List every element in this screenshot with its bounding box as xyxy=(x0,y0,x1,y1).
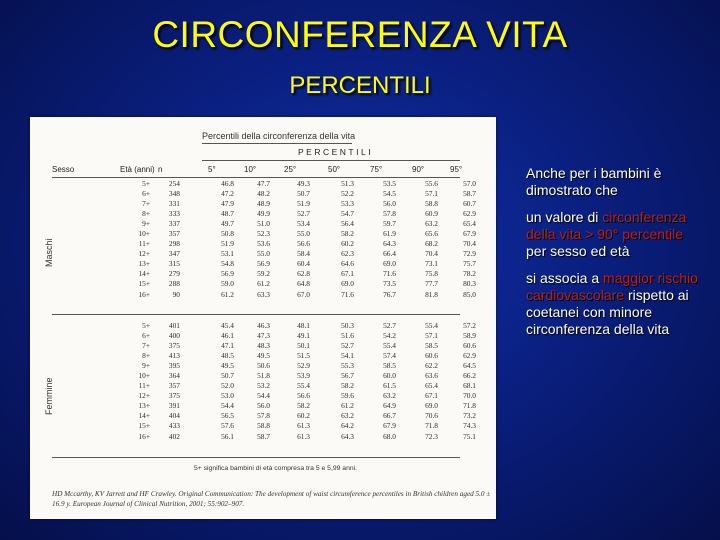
table-cell: 51.6 xyxy=(341,331,354,341)
table-cell: 66.2 xyxy=(463,371,476,381)
table-cell: 58.7 xyxy=(463,189,476,199)
table-cell: 401 xyxy=(168,321,180,330)
table-cell: 10+ xyxy=(138,371,150,381)
table-cell: 64.2 xyxy=(341,421,354,431)
table-cell: 52.9 xyxy=(297,361,310,371)
table-cell: 60.4 xyxy=(297,259,310,269)
table-cell: 75.7 xyxy=(463,259,476,269)
table-cell: 55.4 xyxy=(425,321,438,330)
table-cell: 400 xyxy=(168,331,180,341)
group-label-maschi: Maschi xyxy=(44,238,54,267)
table-cell: 57.4 xyxy=(383,351,396,361)
side-text xyxy=(526,165,704,348)
column-header: 90° xyxy=(412,165,425,174)
maschi-block xyxy=(30,179,496,303)
slide-title: CIRCONFERENZA VITA xyxy=(152,14,568,55)
table-cell: 75.1 xyxy=(463,431,476,441)
table-column xyxy=(244,179,270,300)
table-cell: 50.8 xyxy=(221,229,234,239)
table-cell: 56.5 xyxy=(221,411,234,421)
table-cell: 61.3 xyxy=(297,421,310,431)
column-header: Età (anni) xyxy=(120,165,155,174)
table-cell: 65.4 xyxy=(463,219,476,229)
p2-suffix: per sesso ed età xyxy=(526,243,630,259)
table-cell: 71.8 xyxy=(425,421,438,431)
table-cell: 8+ xyxy=(142,351,150,361)
table-cell: 50.7 xyxy=(297,189,310,199)
percentili-header: PERCENTILI xyxy=(298,147,374,157)
table-cell: 6+ xyxy=(142,189,150,199)
table-cell: 64.9 xyxy=(383,401,396,411)
table-cell: 61.9 xyxy=(383,229,396,239)
table-cell: 55.6 xyxy=(425,179,438,188)
table-cell: 73.5 xyxy=(383,279,396,289)
table-cell: 254 xyxy=(168,179,180,188)
side-paragraph-3 xyxy=(526,270,704,338)
table-column xyxy=(450,179,476,300)
p3-suffix: rispetto ai coetanei con minore circonferenza della vita xyxy=(526,287,689,337)
table-cell: 59.6 xyxy=(341,391,354,401)
table-cell: 54.4 xyxy=(257,391,270,401)
table-cell: 54.1 xyxy=(341,351,354,361)
table-cell: 56.6 xyxy=(297,239,310,249)
table-cell: 85.0 xyxy=(463,289,476,299)
group-label-femmine: Femmine xyxy=(44,377,54,415)
table-cell: 81.8 xyxy=(425,289,438,299)
table-cell: 50.6 xyxy=(257,361,270,371)
side-paragraph-2 xyxy=(526,209,704,260)
table-cell: 56.0 xyxy=(383,199,396,209)
table-column xyxy=(370,179,396,300)
table-cell: 58.2 xyxy=(341,381,354,391)
table-cell: 78.2 xyxy=(463,269,476,279)
table-cell: 14+ xyxy=(138,411,150,421)
percentili-rule-top xyxy=(202,160,460,161)
table-cell: 413 xyxy=(168,351,180,361)
table-cell: 59.7 xyxy=(383,219,396,229)
table-column xyxy=(284,321,310,442)
table-cell: 66.4 xyxy=(383,249,396,259)
column-header: 10° xyxy=(244,165,257,174)
table-cell: 47.3 xyxy=(257,331,270,341)
table-cell: 58.2 xyxy=(341,229,354,239)
table-cell: 47.9 xyxy=(221,199,234,209)
column-header: n xyxy=(158,165,163,174)
table-cell: 55.0 xyxy=(297,229,310,239)
table-column xyxy=(208,179,234,300)
table-cell: 67.9 xyxy=(383,421,396,431)
table-cell: 15+ xyxy=(138,279,150,289)
table-cell: 60.6 xyxy=(425,351,438,361)
table-cell: 59.0 xyxy=(221,279,234,289)
table-cell: 53.4 xyxy=(297,219,310,229)
table-title: Percentili della circonferenza della vita xyxy=(202,131,356,141)
table-cell: 74.3 xyxy=(463,421,476,431)
table-cell: 45.4 xyxy=(221,321,234,330)
table-cell: 57.8 xyxy=(257,411,270,421)
table-cell: 90 xyxy=(172,289,180,299)
table-cell: 48.9 xyxy=(257,199,270,209)
table-cell: 71.6 xyxy=(341,289,354,299)
table-cell: 57.6 xyxy=(221,421,234,431)
table-cell: 55.0 xyxy=(257,249,270,259)
table-cell: 70.4 xyxy=(463,239,476,249)
table-cell: 60.2 xyxy=(297,411,310,421)
table-cell: 54.4 xyxy=(221,401,234,411)
table-cell: 57.1 xyxy=(425,189,438,199)
table-cell: 375 xyxy=(168,341,180,351)
table-cell: 9+ xyxy=(142,361,150,371)
table-column xyxy=(328,179,354,300)
table-cell: 16+ xyxy=(138,289,150,299)
table-cell: 70.0 xyxy=(463,391,476,401)
table-column xyxy=(120,321,150,442)
table-cell: 46.1 xyxy=(221,331,234,341)
table-cell: 63.2 xyxy=(425,219,438,229)
table-cell: 58.4 xyxy=(297,249,310,259)
table-cell: 11+ xyxy=(138,239,150,249)
table-cell: 72.3 xyxy=(425,431,438,441)
table-cell: 53.6 xyxy=(257,239,270,249)
table-cell: 333 xyxy=(168,209,180,219)
table-cell: 52.3 xyxy=(257,229,270,239)
table-cell: 56.9 xyxy=(257,259,270,269)
table-cell: 56.6 xyxy=(297,391,310,401)
table-column xyxy=(412,321,438,442)
table-column xyxy=(450,321,476,442)
table-column xyxy=(244,321,270,442)
table-cell: 375 xyxy=(168,391,180,401)
table-cell: 56.9 xyxy=(221,269,234,279)
table-cell: 65.6 xyxy=(425,229,438,239)
table-cell: 58.5 xyxy=(425,341,438,351)
table-cell: 51.0 xyxy=(257,219,270,229)
group-divider xyxy=(52,314,460,315)
table-cell: 67.9 xyxy=(463,229,476,239)
table-cell: 13+ xyxy=(138,401,150,411)
table-cell: 60.2 xyxy=(341,239,354,249)
table-cell: 50.3 xyxy=(341,321,354,330)
p3-highlight: maggior rischio cardiovascolare xyxy=(526,270,698,303)
table-cell: 315 xyxy=(168,259,180,269)
table-column xyxy=(158,179,180,300)
table-cell: 357 xyxy=(168,229,180,239)
table-cell: 75.8 xyxy=(425,269,438,279)
table-cell: 68.2 xyxy=(425,239,438,249)
table-cell: 64.3 xyxy=(341,431,354,441)
table-cell: 433 xyxy=(168,421,180,431)
table-cell: 63.3 xyxy=(257,289,270,299)
table-cell: 49.1 xyxy=(297,331,310,341)
table-cell: 8+ xyxy=(142,209,150,219)
table-cell: 58.2 xyxy=(297,401,310,411)
table-cell: 348 xyxy=(168,189,180,199)
column-header: Sesso xyxy=(52,165,75,174)
table-cell: 72.9 xyxy=(463,249,476,259)
table-cell: 52.2 xyxy=(341,189,354,199)
table-cell: 53.0 xyxy=(221,391,234,401)
table-cell: 395 xyxy=(168,361,180,371)
table-cell: 53.9 xyxy=(297,371,310,381)
table-cell: 331 xyxy=(168,199,180,209)
table-cell: 47.7 xyxy=(257,179,270,188)
table-cell: 54.5 xyxy=(383,189,396,199)
table-cell: 16+ xyxy=(138,431,150,441)
table-cell: 69.0 xyxy=(425,401,438,411)
table-cell: 61.3 xyxy=(297,431,310,441)
table-cell: 5+ xyxy=(142,321,150,330)
table-cell: 62.3 xyxy=(341,249,354,259)
table-cell: 48.2 xyxy=(257,189,270,199)
table-cell: 56.7 xyxy=(341,371,354,381)
table-cell: 67.1 xyxy=(341,269,354,279)
table-cell: 404 xyxy=(168,411,180,421)
table-cell: 60.7 xyxy=(463,199,476,209)
table-cell: 58.7 xyxy=(257,431,270,441)
table-cell: 57.0 xyxy=(463,179,476,188)
table-column xyxy=(158,321,180,442)
table-cell: 57.8 xyxy=(383,209,396,219)
table-cell: 54.7 xyxy=(341,209,354,219)
table-cell: 7+ xyxy=(142,199,150,209)
table-cell: 12+ xyxy=(138,391,150,401)
table-cell: 7+ xyxy=(142,341,150,351)
table-cell: 298 xyxy=(168,239,180,249)
table-cell: 53.2 xyxy=(257,381,270,391)
table-cell: 53.3 xyxy=(341,199,354,209)
table-cell: 56.0 xyxy=(257,401,270,411)
table-cell: 70.4 xyxy=(425,249,438,259)
citation: HD Mccarthy, KV Jarrett and HF Crawley. Original Communication: The development of waist circumference percentiles in British children aged 5.0 ± 16.9 y. European Journal of Clinical Nutrition, 2001; 55:902–907. xyxy=(52,490,491,508)
table-cell: 57.2 xyxy=(463,321,476,330)
table-cell: 50.1 xyxy=(297,341,310,351)
table-cell: 63.6 xyxy=(425,371,438,381)
p3-prefix: si associa a xyxy=(526,270,600,286)
table-cell: 48.5 xyxy=(221,351,234,361)
table-column xyxy=(328,321,354,442)
table-cell: 68.1 xyxy=(463,381,476,391)
table-cell: 61.5 xyxy=(383,381,396,391)
table-cell: 58.5 xyxy=(383,361,396,371)
table-cell: 6+ xyxy=(142,331,150,341)
table-cell: 66.7 xyxy=(383,411,396,421)
table-cell: 13+ xyxy=(138,259,150,269)
table-cell: 58.8 xyxy=(257,421,270,431)
table-cell: 64.8 xyxy=(297,279,310,289)
table-cell: 56.1 xyxy=(221,431,234,441)
table-cell: 51.9 xyxy=(297,199,310,209)
table-cell: 51.3 xyxy=(341,179,354,188)
table-cell: 10+ xyxy=(138,229,150,239)
table-cell: 48.7 xyxy=(221,209,234,219)
percentile-table-image xyxy=(30,117,496,519)
slide-subtitle: PERCENTILI xyxy=(289,72,431,99)
table-cell: 61.2 xyxy=(221,289,234,299)
table-cell: 15+ xyxy=(138,421,150,431)
table-cell: 9+ xyxy=(142,219,150,229)
table-cell: 46.3 xyxy=(257,321,270,330)
table-cell: 49.3 xyxy=(297,179,310,188)
table-cell: 61.2 xyxy=(257,279,270,289)
table-column xyxy=(208,321,234,442)
table-cell: 47.2 xyxy=(221,189,234,199)
table-cell: 48.3 xyxy=(257,341,270,351)
p2-highlight: circonferenza della vita > 90° percentile xyxy=(526,209,687,242)
table-cell: 46.8 xyxy=(221,179,234,188)
table-cell: 52.0 xyxy=(221,381,234,391)
table-cell: 52.7 xyxy=(383,321,396,330)
table-cell: 62.8 xyxy=(297,269,310,279)
table-column xyxy=(120,179,150,300)
table-cell: 391 xyxy=(168,401,180,411)
table-cell: 357 xyxy=(168,381,180,391)
table-cell: 279 xyxy=(168,269,180,279)
table-cell: 55.4 xyxy=(383,341,396,351)
table-column xyxy=(370,321,396,442)
table-cell: 65.4 xyxy=(425,381,438,391)
table-cell: 11+ xyxy=(138,381,150,391)
table-cell: 77.7 xyxy=(425,279,438,289)
table-cell: 73.1 xyxy=(425,259,438,269)
table-cell: 58.8 xyxy=(425,199,438,209)
table-cell: 62.9 xyxy=(463,351,476,361)
table-cell: 60.0 xyxy=(383,371,396,381)
table-cell: 73.2 xyxy=(463,411,476,421)
table-cell: 52.7 xyxy=(297,209,310,219)
table-cell: 61.2 xyxy=(341,401,354,411)
table-cell: 50.7 xyxy=(221,371,234,381)
table-cell: 70.6 xyxy=(425,411,438,421)
table-cell: 14+ xyxy=(138,269,150,279)
table-cell: 67.0 xyxy=(297,289,310,299)
column-header: 95° xyxy=(450,165,463,174)
table-cell: 71.8 xyxy=(463,401,476,411)
column-header: 5° xyxy=(208,165,216,174)
table-cell: 402 xyxy=(168,431,180,441)
table-cell: 62.2 xyxy=(425,361,438,371)
table-cell: 54.2 xyxy=(383,331,396,341)
table-cell: 49.5 xyxy=(221,361,234,371)
table-cell: 52.7 xyxy=(341,341,354,351)
side-paragraph-1: Anche per i bambini è dimostrato che xyxy=(526,165,662,198)
table-cell: 49.9 xyxy=(257,209,270,219)
table-cell: 57.1 xyxy=(425,331,438,341)
table-cell: 68.0 xyxy=(383,431,396,441)
table-cell: 12+ xyxy=(138,249,150,259)
title-rule xyxy=(202,143,352,144)
table-cell: 60.6 xyxy=(463,341,476,351)
table-cell: 69.0 xyxy=(341,279,354,289)
femmine-block xyxy=(30,321,496,445)
table-cell: 67.1 xyxy=(425,391,438,401)
table-cell: 56.4 xyxy=(341,219,354,229)
table-cell: 51.9 xyxy=(221,239,234,249)
table-cell: 364 xyxy=(168,371,180,381)
table-cell: 71.6 xyxy=(383,269,396,279)
table-column xyxy=(412,179,438,300)
column-header: 75° xyxy=(370,165,383,174)
table-cell: 49.5 xyxy=(257,351,270,361)
table-cell: 5+ xyxy=(142,179,150,188)
table-cell: 288 xyxy=(168,279,180,289)
table-cell: 64.5 xyxy=(463,361,476,371)
table-cell: 63.2 xyxy=(341,411,354,421)
table-cell: 49.7 xyxy=(221,219,234,229)
table-column xyxy=(284,179,310,300)
p2-prefix: un valore di xyxy=(526,209,599,225)
table-cell: 60.9 xyxy=(425,209,438,219)
table-cell: 64.6 xyxy=(341,259,354,269)
table-cell: 55.4 xyxy=(297,381,310,391)
table-cell: 62.9 xyxy=(463,209,476,219)
table-cell: 64.3 xyxy=(383,239,396,249)
table-cell: 53.1 xyxy=(221,249,234,259)
column-header: 25° xyxy=(284,165,297,174)
table-cell: 337 xyxy=(168,219,180,229)
table-cell: 347 xyxy=(168,249,180,259)
table-cell: 59.2 xyxy=(257,269,270,279)
bottom-rule xyxy=(52,457,460,458)
column-header: 50° xyxy=(328,165,341,174)
table-cell: 58.9 xyxy=(463,331,476,341)
table-cell: 63.2 xyxy=(383,391,396,401)
table-cell: 47.1 xyxy=(221,341,234,351)
table-cell: 55.3 xyxy=(341,361,354,371)
table-cell: 51.5 xyxy=(297,351,310,361)
table-cell: 76.7 xyxy=(383,289,396,299)
table-cell: 69.0 xyxy=(383,259,396,269)
header-rule xyxy=(52,177,460,178)
table-cell: 54.8 xyxy=(221,259,234,269)
table-cell: 51.8 xyxy=(257,371,270,381)
table-cell: 80.3 xyxy=(463,279,476,289)
table-footnote: 5+ significa bambini di età compresa tra 5 e 5,99 anni. xyxy=(194,465,358,472)
table-cell: 48.1 xyxy=(297,321,310,330)
table-cell: 53.5 xyxy=(383,179,396,188)
